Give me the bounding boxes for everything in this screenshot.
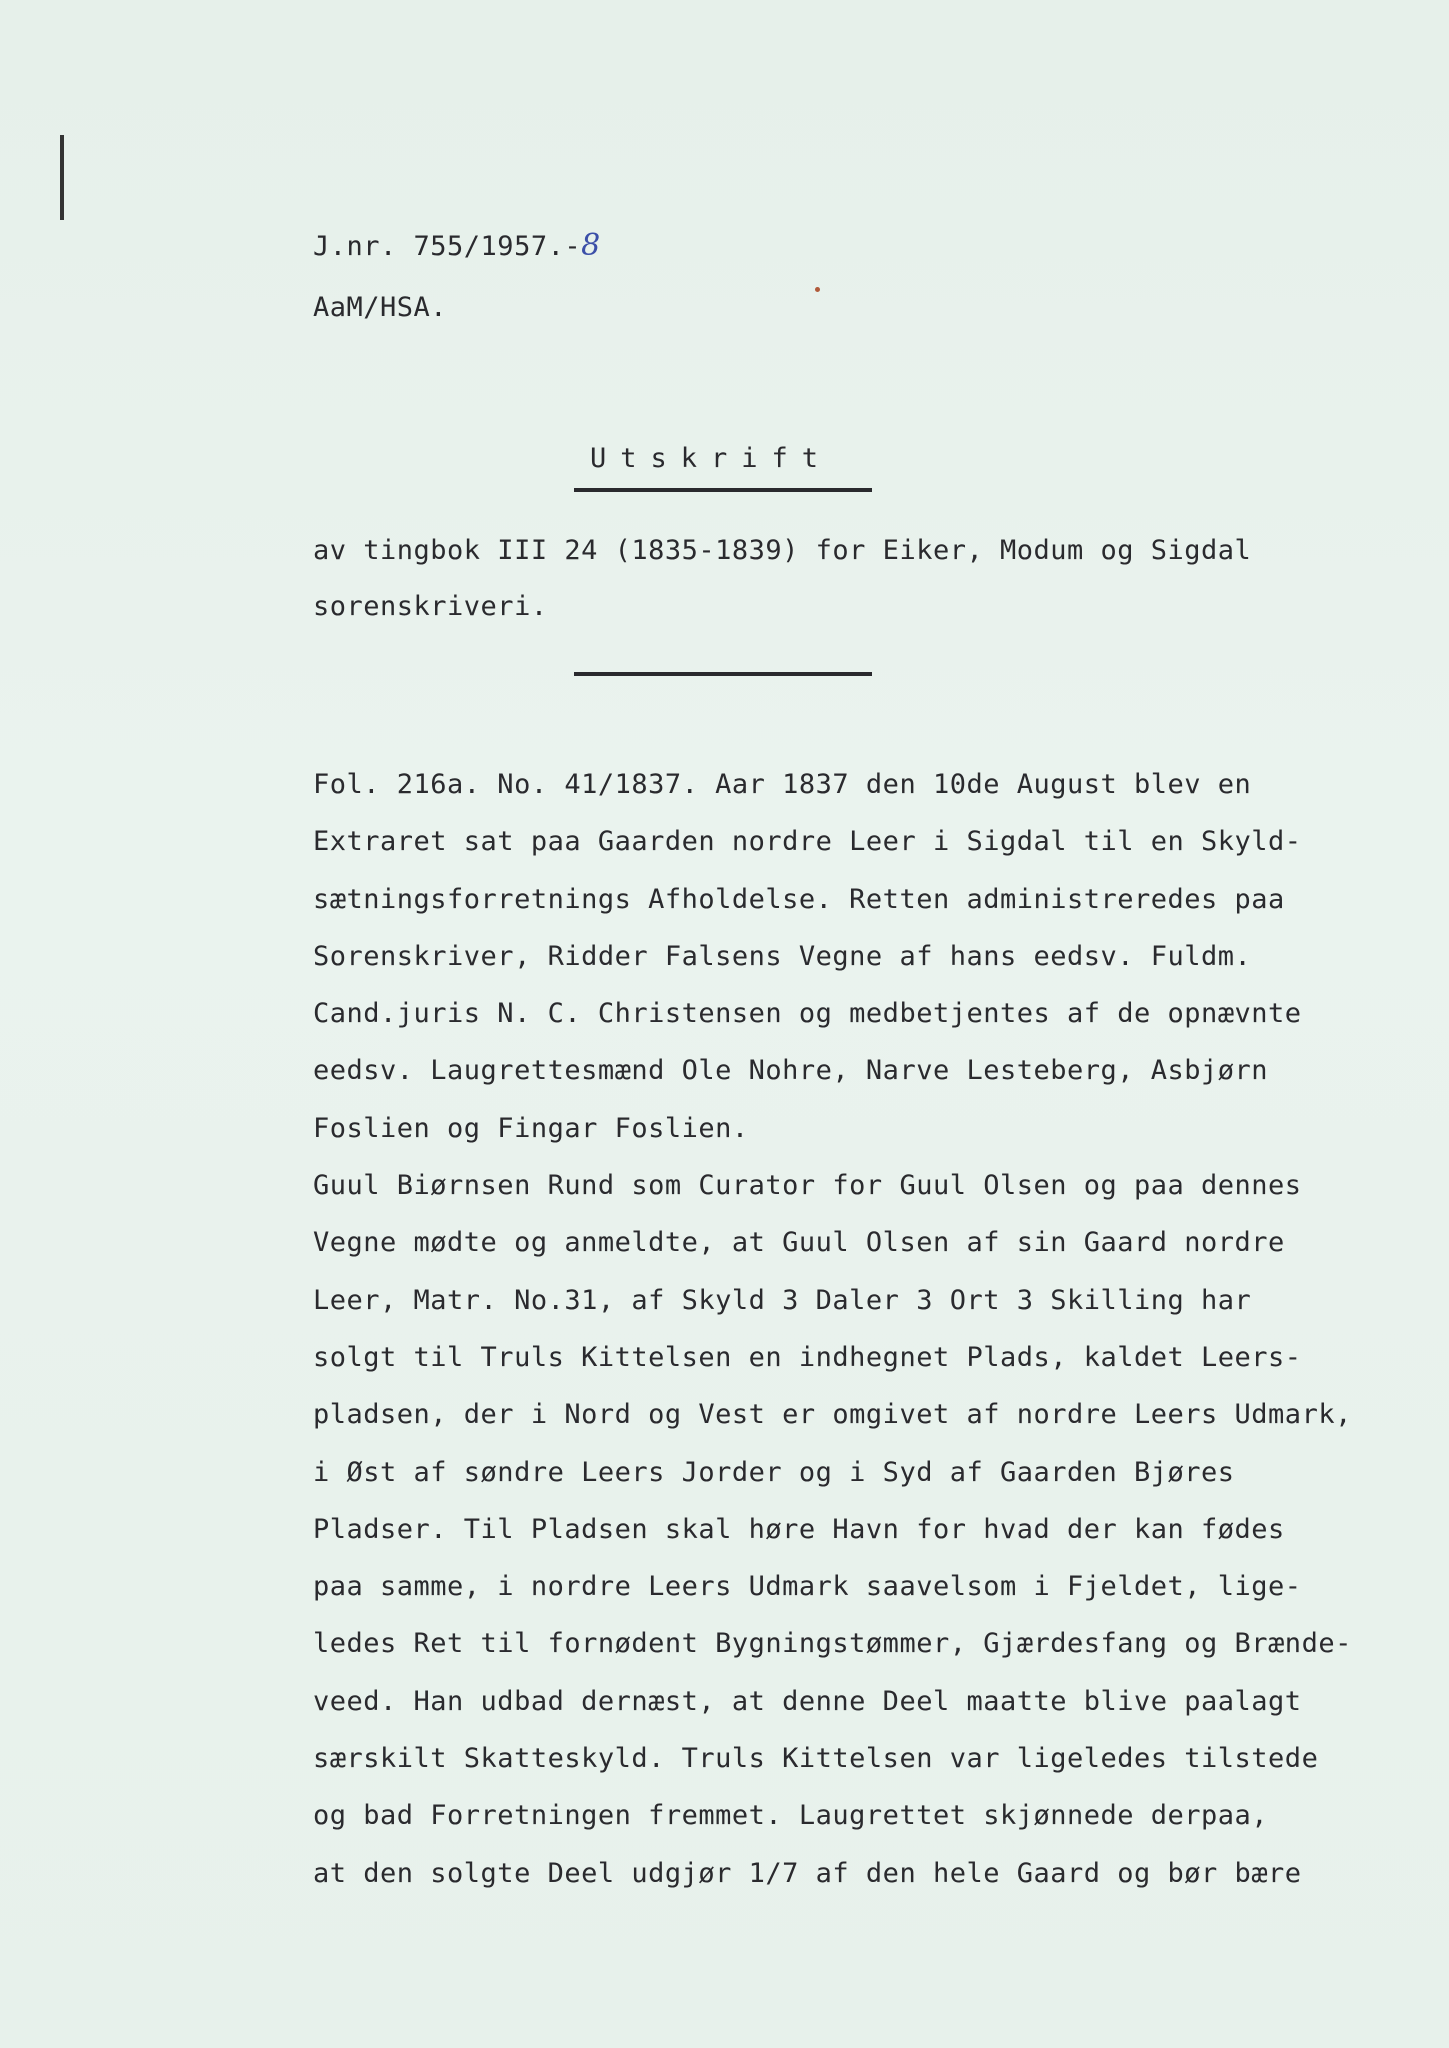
body-line: Fol. 216a. No. 41/1837. Aar 1837 den 10de August blev en	[313, 769, 1252, 800]
document-title: Utskrift	[590, 443, 833, 474]
body-line: pladsen, der i Nord og Vest er omgivet af nordre Leers Udmark,	[313, 1399, 1352, 1431]
body-line: Leer, Matr. No.31, af Skyld 3 Daler 3 Ort 3 Skilling har	[313, 1284, 1252, 1316]
body-line: og bad Forretningen fremmet. Laugrettet skjønnede derpaa,	[313, 1800, 1269, 1832]
ink-dot	[815, 287, 820, 292]
body-line: eedsv. Laugrettesmænd Ole Nohre, Narve Lesteberg, Asbjørn	[313, 1055, 1269, 1087]
handwritten-suffix: 8	[581, 228, 601, 263]
initials: AaM/HSA.	[313, 292, 448, 323]
body-text	[313, 756, 1352, 1902]
body-line: Guul Biørnsen Rund som Curator for Guul Olsen og paa dennes	[313, 1170, 1302, 1202]
journal-number-text: J.nr. 755/1957.-	[313, 231, 582, 262]
body-line: solgt til Truls Kittelsen en indhegnet Plads, kaldet Leers-	[313, 1341, 1302, 1373]
subtitle-line-1: av tingbok III 24 (1835-1839) for Eiker, Modum og Sigdal	[313, 535, 1252, 566]
journal-number	[313, 228, 601, 263]
body-line: Extraret sat paa Gaarden nordre Leer i Sigdal til en Skyld-	[313, 826, 1302, 858]
subtitle-line-2: sorenskriveri.	[313, 591, 548, 622]
section-divider	[574, 672, 872, 676]
body-line: Foslien og Fingar Foslien.	[313, 1112, 749, 1144]
body-line: Sorenskriver, Ridder Falsens Vegne af hans eedsv. Fuldm.	[313, 940, 1252, 972]
body-line: særskilt Skatteskyld. Truls Kittelsen var ligeledes tilstede	[313, 1743, 1319, 1775]
body-line: sætningsforretnings Afholdelse. Retten administreredes paa	[313, 883, 1285, 915]
margin-mark	[60, 135, 64, 220]
body-line: Vegne mødte og anmeldte, at Guul Olsen af sin Gaard nordre	[313, 1227, 1285, 1259]
body-line: veed. Han udbad dernæst, at denne Deel maatte blive paalagt	[313, 1685, 1302, 1717]
body-line: Cand.juris N. C. Christensen og medbetjentes af de opnævnte	[313, 998, 1302, 1030]
body-line: i Øst af søndre Leers Jorder og i Syd af Gaarden Bjøres	[313, 1456, 1235, 1488]
title-underline	[574, 488, 872, 492]
body-line: at den solgte Deel udgjør 1/7 af den hele Gaard og bør bære	[313, 1857, 1302, 1889]
body-line: paa samme, i nordre Leers Udmark saavelsom i Fjeldet, lige-	[313, 1571, 1302, 1603]
body-line: ledes Ret til fornødent Bygningstømmer, Gjærdesfang og Brænde-	[313, 1628, 1352, 1660]
body-line: Pladser. Til Pladsen skal høre Havn for hvad der kan fødes	[313, 1513, 1285, 1545]
